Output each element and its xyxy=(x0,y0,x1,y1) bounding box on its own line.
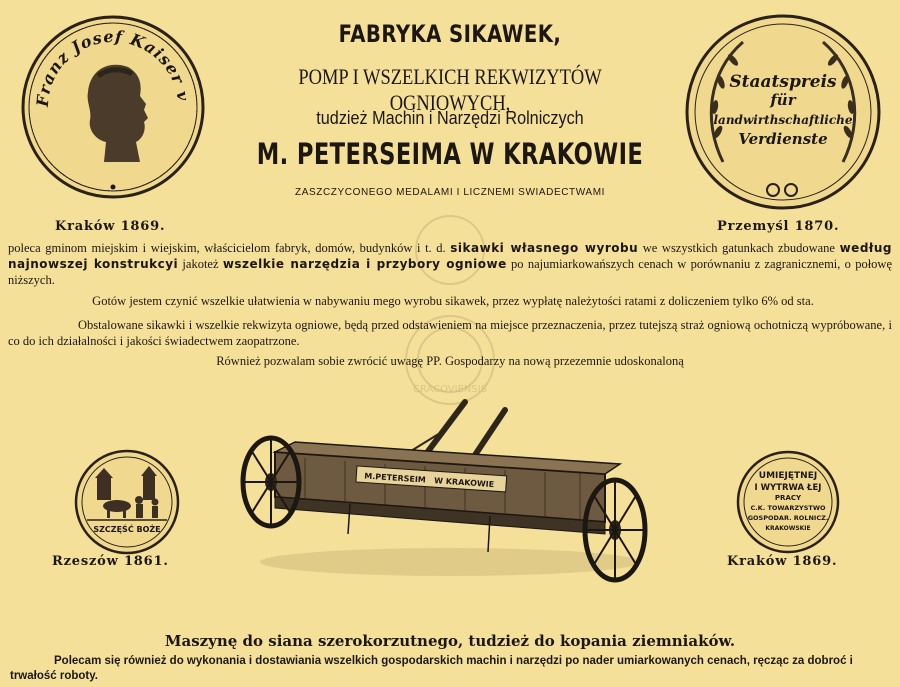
paragraph-offer xyxy=(8,240,892,288)
paragraph-installments: Gotów jestem czynić wszelkie ułatwienia w nabywaniu mego wyrobu sikawek, przez wypłatę należytości ratami z doliczeniem tylko 6% od sta. xyxy=(92,294,814,308)
emperor-inscription: Franz Josef Kaiser v xyxy=(32,26,193,108)
left-wheel xyxy=(243,438,299,526)
footer-text-body: Polecam się również do wykonania i dostawiania wszelkich gospodarskich machin i narzędzi po nader umiarkowanych cenach, ręcząc za dobroć i trwałość roboty. xyxy=(10,655,853,682)
staatspreis-medal-graphic xyxy=(683,12,883,212)
seed-drill-graphic xyxy=(235,392,655,587)
offer-highlight-tools: wszelkie narzędzia i przybory ogniowe xyxy=(222,257,507,271)
title-awards: ZASZCZYCONEGO MEDALAMI I LICZNEMI SWIADECTWAMI xyxy=(294,187,606,198)
right-wheel xyxy=(585,480,645,580)
krakow-society-medal-graphic xyxy=(735,449,841,555)
title-machines: tudzież Machin i Narzędzi Rolniczych xyxy=(316,108,584,128)
machine-headline: Maszynę do siana szerokorzutnego, tudzież do kopania ziemniaków. xyxy=(164,632,736,650)
paragraph-attention: Również pozwalam sobie zwrócić uwagę PP. Gospodarzy na nową przezemnie udoskonaloną xyxy=(216,354,684,368)
offer-text-g: po najumiarkowańszych cenach w porównaniu z zagranicznemi, o połowę niższych. xyxy=(8,257,892,287)
paragraph-testing: Obstalowane sikawki i wszelkie rekwizyta ogniowe, będą przed odstawieniem na miejsce przeznaczenia, przez tutejszą straż ogniową ochotniczą wypróbowane, i co do ich działalności i jakości świadectwem zaopatrzone. xyxy=(8,318,892,348)
medal-rzeszow xyxy=(73,448,181,556)
society-line6: KRAKOWSKIE xyxy=(765,525,811,532)
caption-krakow-1869-right: Kraków 1869. xyxy=(727,554,838,569)
machine-label-right: W KRAKOWIE xyxy=(433,476,495,490)
title-pumps: POMP I WSZELKICH REKWIZYTÓW OGNIOWYCH, xyxy=(298,64,602,115)
staatspreis-line4: Verdienste xyxy=(738,130,828,148)
medal-staatspreis xyxy=(683,12,883,212)
title-company: M. PETERSEIMA W KRAKOWIE xyxy=(256,137,644,171)
society-line4: C.K. TOWARZYSTWO xyxy=(750,504,826,512)
offer-highlight-own-pumps: sikawki własnego wyrobu xyxy=(450,241,639,255)
title-factory: FABRYKA SIKAWEK, xyxy=(338,20,562,48)
staatspreis-line2: für xyxy=(770,91,796,109)
staatspreis-line3: landwirthschaftliche xyxy=(713,113,853,127)
caption-rzeszow-1861: Rzeszów 1861. xyxy=(52,554,169,569)
society-line5: GOSPODAR. ROLNICZ. xyxy=(747,514,829,522)
caption-krakow-1869-left: Kraków 1869. xyxy=(55,219,166,234)
offer-text-c: we wszystkich gatunkach zbudowane xyxy=(638,241,840,255)
footer-text xyxy=(10,654,890,684)
medal-emperor xyxy=(18,12,208,202)
society-line1: UMIEJĘTNEJ xyxy=(758,471,818,481)
stamp-text: CRACOVIENSIS xyxy=(412,384,488,395)
emperor-medal-graphic xyxy=(18,12,208,202)
society-line3: PRACY xyxy=(774,494,802,502)
offer-highlight-construction: według najnowszej konstrukcyi xyxy=(8,241,892,271)
machine-illustration xyxy=(235,392,655,587)
rzeszow-medal-graphic xyxy=(73,448,181,556)
rzeszow-motto: SZCZĘŚĆ BOŻE xyxy=(93,525,161,534)
society-line2: I WYTRWA ŁEJ xyxy=(754,483,822,493)
medal-krakow-society xyxy=(735,449,841,555)
staatspreis-line1: Staatspreis xyxy=(729,72,837,92)
machine-label-left: M.PETERSEIM xyxy=(364,471,427,485)
caption-przemysl-1870: Przemyśl 1870. xyxy=(717,219,840,234)
offer-text-e: jakoteż xyxy=(178,257,223,271)
offer-text-a: poleca gminom miejskim i wiejskim, właścicielom fabryk, domów, budynków i t. d. xyxy=(8,241,451,255)
